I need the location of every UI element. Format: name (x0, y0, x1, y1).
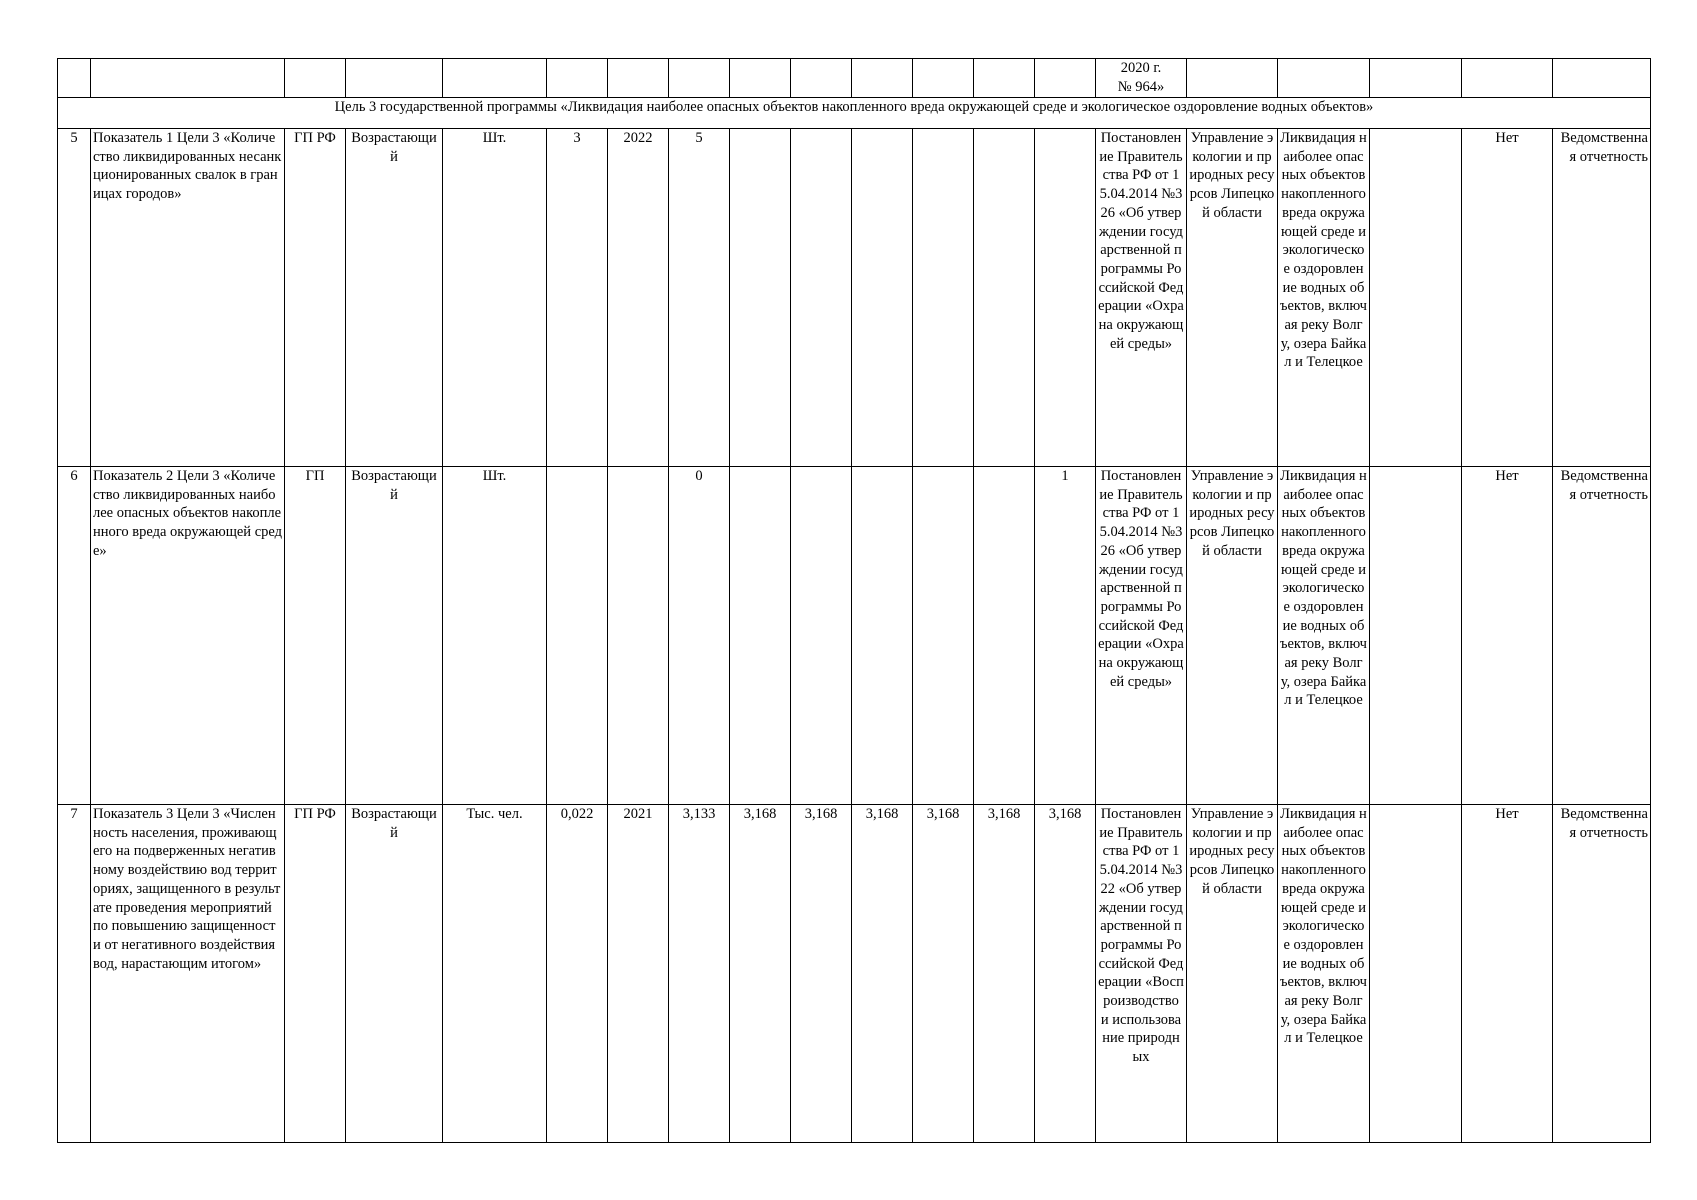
extra-cell (1370, 467, 1462, 805)
level-cell: ГП РФ (285, 805, 346, 1143)
year-value-cell (913, 129, 974, 467)
base-year-cell: 2022 (608, 129, 669, 467)
indicator-name: Показатель 3 Цели 3 «Численность населения, проживающего на подверженных негативному воздействию вод территориях, защищенного в результате проведения мероприятий по повышению защищенности от негативного воздействия вод, нарастающим итогом» (91, 805, 285, 1143)
year-value-cell (974, 129, 1035, 467)
source-cell: Ведомственная отчетность (1553, 467, 1651, 805)
source-cell: Ведомственная отчетность (1553, 805, 1651, 1143)
top-partial-row (58, 59, 1651, 98)
base-value-cell: 0,022 (547, 805, 608, 1143)
trend-cell: Возрастающий (346, 467, 443, 805)
document-cell: Постановление Правительства РФ от 15.04.2014 №326 «Об утверждении государственной программы Российской Федерации «Охрана окружающей среды» (1096, 467, 1187, 805)
year-value-cell: 3,168 (730, 805, 791, 1143)
document-cell: Постановление Правительства РФ от 15.04.2014 №326 «Об утверждении государственной программы Российской Федерации «Охрана окружающей среды» (1096, 129, 1187, 467)
row-number: 6 (58, 467, 91, 805)
responsible-cell: Управление экологии и природных ресурсов Липецкой области (1187, 129, 1278, 467)
table-row (58, 129, 1651, 467)
level-cell: ГП (285, 467, 346, 805)
trend-cell: Возрастающий (346, 805, 443, 1143)
table-row (58, 467, 1651, 805)
doc-ref-cell: 2020 г. № 964» (1096, 59, 1187, 98)
unit-cell: Шт. (443, 467, 547, 805)
link-cell: Ликвидация наиболее опасных объектов накопленного вреда окружающей среде и экологическое оздоровление водных объектов, включая реку Волгу, озера Байкал и Телецкое (1278, 467, 1370, 805)
year-value-cell (974, 467, 1035, 805)
year-value-cell (913, 467, 974, 805)
year-value-cell: 3,168 (974, 805, 1035, 1143)
extra-cell (1370, 129, 1462, 467)
year-value-cell: 5 (669, 129, 730, 467)
base-value-cell: 3 (547, 129, 608, 467)
indicator-name: Показатель 1 Цели 3 «Количество ликвидированных несанкционированных свалок в границах городов» (91, 129, 285, 467)
year-value-cell (730, 467, 791, 805)
year-value-cell (852, 129, 913, 467)
year-value-cell: 3,168 (852, 805, 913, 1143)
year-value-cell (730, 129, 791, 467)
year-value-cell (791, 467, 852, 805)
goal-row (58, 98, 1651, 129)
trend-cell: Возрастающий (346, 129, 443, 467)
link-cell: Ликвидация наиболее опасных объектов накопленного вреда окружающей среде и экологическое оздоровление водных объектов, включая реку Волгу, озера Байкал и Телецкое (1278, 129, 1370, 467)
year-value-cell: 3,168 (913, 805, 974, 1143)
link-cell: Ликвидация наиболее опасных объектов накопленного вреда окружающей среде и экологическое оздоровление водных объектов, включая реку Волгу, озера Байкал и Телецкое (1278, 805, 1370, 1143)
flag-cell: Нет (1462, 129, 1553, 467)
level-cell: ГП РФ (285, 129, 346, 467)
indicators-table (57, 58, 1651, 1143)
year-value-cell (1035, 129, 1096, 467)
responsible-cell: Управление экологии и природных ресурсов Липецкой области (1187, 467, 1278, 805)
year-value-cell (852, 467, 913, 805)
responsible-cell: Управление экологии и природных ресурсов Липецкой области (1187, 805, 1278, 1143)
row-number: 5 (58, 129, 91, 467)
row-number: 7 (58, 805, 91, 1143)
base-year-cell: 2021 (608, 805, 669, 1143)
goal-heading: Цель 3 государственной программы «Ликвидация наиболее опасных объектов накопленного вреда окружающей среде и экологическое оздоровление водных объектов» (58, 98, 1651, 129)
unit-cell: Шт. (443, 129, 547, 467)
base-year-cell (608, 467, 669, 805)
indicator-name: Показатель 2 Цели 3 «Количество ликвидированных наиболее опасных объектов накопленного вреда окружающей среде» (91, 467, 285, 805)
flag-cell: Нет (1462, 805, 1553, 1143)
year-value-cell: 3,168 (1035, 805, 1096, 1143)
year-value-cell: 3,168 (791, 805, 852, 1143)
year-value-cell: 1 (1035, 467, 1096, 805)
year-value-cell (791, 129, 852, 467)
year-value-cell: 0 (669, 467, 730, 805)
source-cell: Ведомственная отчетность (1553, 129, 1651, 467)
year-value-cell: 3,133 (669, 805, 730, 1143)
document-cell: Постановление Правительства РФ от 15.04.2014 №322 «Об утверждении государственной программы Российской Федерации «Воспроизводство и использование природных (1096, 805, 1187, 1143)
base-value-cell (547, 467, 608, 805)
table-row (58, 805, 1651, 1143)
unit-cell: Тыс. чел. (443, 805, 547, 1143)
extra-cell (1370, 805, 1462, 1143)
flag-cell: Нет (1462, 467, 1553, 805)
